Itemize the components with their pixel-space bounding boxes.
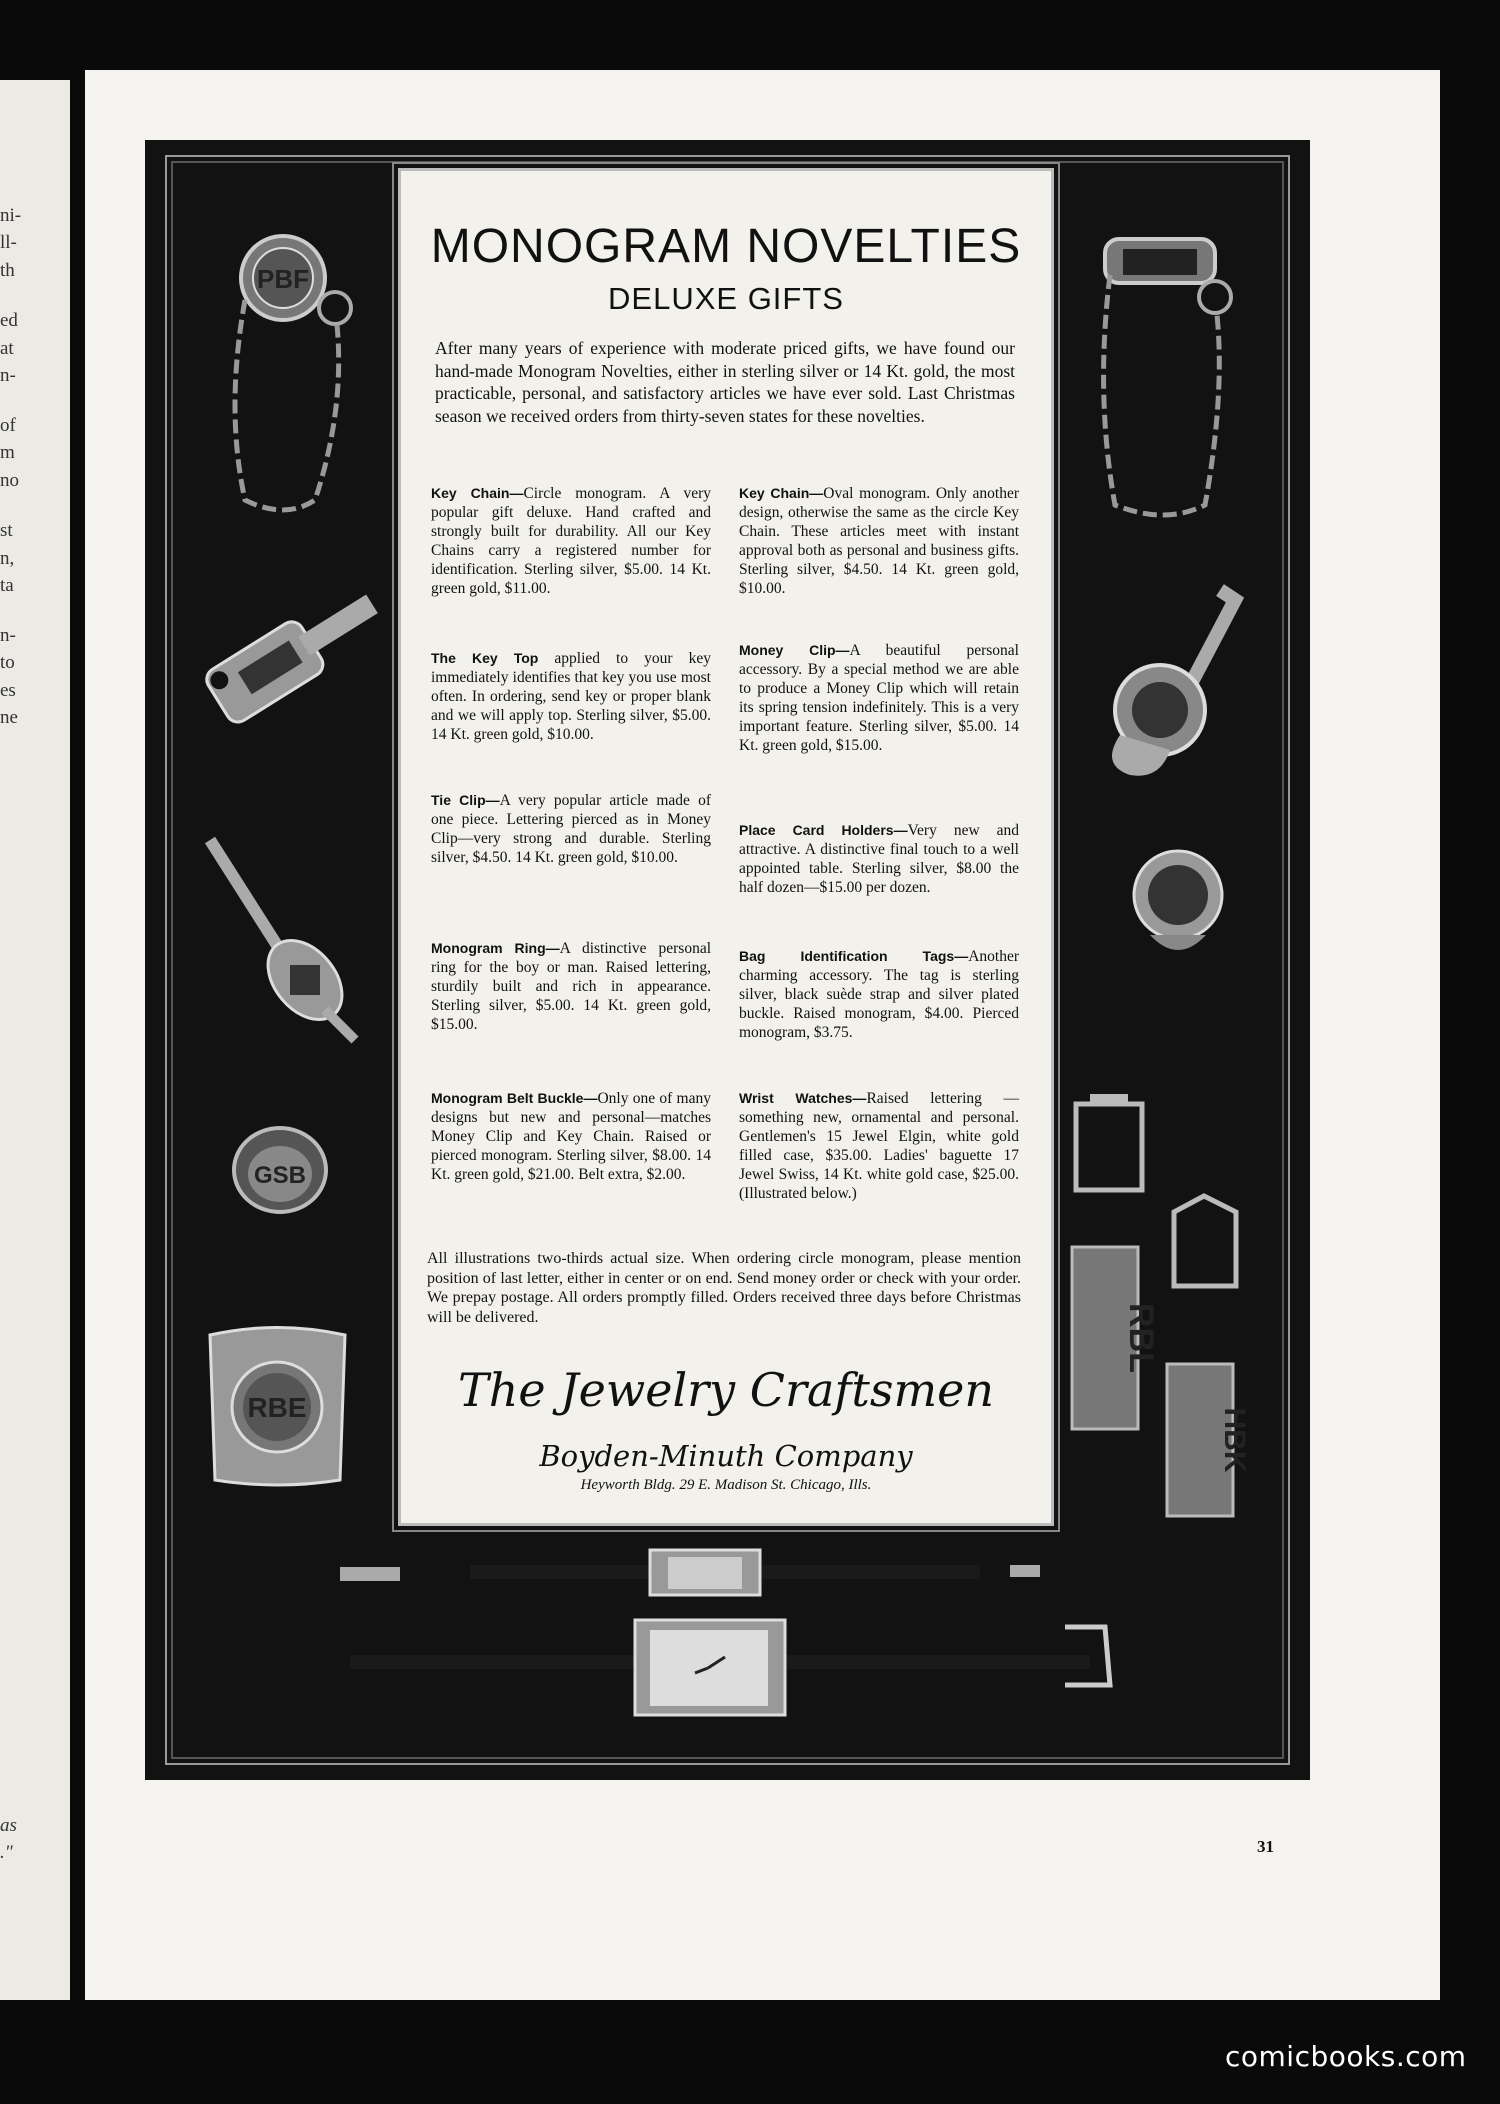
monogram-text: RBL xyxy=(1122,1303,1160,1373)
monogram-text: GSB xyxy=(253,1162,307,1189)
facing-page-text: of xyxy=(0,415,16,436)
product-description xyxy=(739,821,1019,897)
facing-page-text: as xyxy=(0,1815,17,1836)
monogram-text: RBE xyxy=(247,1392,307,1423)
product-text: Very new and attractive. A distinctive final touch to a well appointed table. Sterling silver, $8.00 the half dozen—$15.00 per dozen. xyxy=(739,822,1019,896)
product-description xyxy=(431,649,711,744)
ad-subtitle: DELUXE GIFTS xyxy=(608,281,844,316)
monogram-text: HBK xyxy=(1218,1407,1251,1473)
product-heading: The Key Top xyxy=(431,650,539,666)
facing-page-text: es xyxy=(0,680,16,701)
product-heading: Monogram Belt Buckle— xyxy=(431,1090,598,1106)
facing-page-text: ni- xyxy=(0,205,22,226)
watermark: comicbooks.com xyxy=(1225,2040,1467,2073)
tie-clip-illustration xyxy=(200,830,370,1050)
facing-page-text: n- xyxy=(0,625,16,646)
facing-page-edge xyxy=(0,80,70,2000)
facing-page-text: ta xyxy=(0,575,14,596)
company-name: Boyden-Minuth Company xyxy=(539,1439,913,1473)
company-address: Heyworth Bldg. 29 E. Madison St. Chicago, Ills. xyxy=(580,1477,872,1493)
wrist-watches-illustration xyxy=(330,1545,1150,1725)
key-chain-oval-illustration xyxy=(1095,235,1235,525)
product-description xyxy=(431,791,711,867)
facing-page-text: n, xyxy=(0,548,15,569)
product-description xyxy=(739,484,1019,598)
facing-page-text: m xyxy=(0,442,15,463)
product-heading: Monogram Ring— xyxy=(431,940,560,956)
facing-page-text: st xyxy=(0,520,13,541)
product-text: A very popular article made of one piece. Lettering pierced as in Money Clip—very strong and durable. Sterling silver, $4.50. 14 Kt. green gold, $10.00. xyxy=(431,792,711,866)
facing-page-text: no xyxy=(0,470,19,491)
page-number: 31 xyxy=(1257,1837,1274,1856)
company-signature: The Jewelry Craftsmen xyxy=(458,1363,994,1417)
product-heading: Money Clip— xyxy=(739,642,850,658)
monogram-text: PBF xyxy=(257,264,309,294)
product-heading: Place Card Holders— xyxy=(739,822,908,838)
product-text: applied to your key immediately identifies that key you use most often. In ordering, send key or proper blank and we will apply top. Sterling silver, $5.00. 14 Kt. green gold, $10.00. xyxy=(431,650,711,743)
facing-page-text: n- xyxy=(0,365,16,386)
product-text: Another charming accessory. The tag is sterling silver, black suède strap and silver plated buckle. Raised monogram, $4.00. Pierced monogram, $3.75. xyxy=(739,948,1019,1041)
facing-page-text: at xyxy=(0,338,14,359)
product-description xyxy=(739,1089,1019,1203)
product-description xyxy=(739,641,1019,755)
product-description xyxy=(431,1089,711,1184)
ad-ordering-notes: All illustrations two-thirds actual size. When ordering circle monogram, please mention position of last letter, either in center or on end. Send money order or check with your order. We prepay postage. All orders promptly filled. Orders received three days before Christmas will be delivered. xyxy=(427,1250,1021,1326)
place-card-holder-illustration xyxy=(1130,845,1230,965)
ad-copy-panel xyxy=(398,168,1054,1526)
money-clip-illustration xyxy=(1090,585,1240,785)
bag-tag-buckle-illustration xyxy=(1168,1192,1243,1292)
product-heading: Bag Identification Tags— xyxy=(739,948,969,964)
product-text: Only one of many designs but new and personal—matches Money Clip and Key Chain. Raised or pierced monogram. Sterling silver, $8.00. 14 Kt. green gold, $21.00. Belt extra, $2.00. xyxy=(431,1090,711,1183)
product-text: Raised lettering —something new, ornamental and personal. Gentlemen's 15 Jewel Elgin, white gold filled case, $35.00. Ladies' baguette 17 Jewel Swiss, 14 Kt. white gold case, $25.00. (Illustrated below.) xyxy=(739,1090,1019,1202)
product-description xyxy=(431,484,711,598)
facing-page-text: th xyxy=(0,260,15,281)
ad-intro: After many years of experience with moderate priced gifts, we have found our hand-made Monogram Novelties, either in sterling silver or 14 Kt. gold, the most practicable, personal, and satisfactory articles we have ever sold. Last Christmas season we received orders from thirty-seven states for these novelties. xyxy=(435,338,1015,426)
key-top-illustration xyxy=(205,615,355,805)
facing-page-text: ne xyxy=(0,707,18,728)
bag-tag-buckle-illustration xyxy=(1070,1090,1150,1200)
product-description xyxy=(739,947,1019,1042)
bag-tag-left-illustration xyxy=(1068,1243,1160,1433)
product-heading: Key Chain— xyxy=(431,485,524,501)
facing-page-text: ." xyxy=(0,1842,13,1863)
bag-tag-right-illustration xyxy=(1163,1360,1251,1520)
monogram-ring-illustration xyxy=(230,1120,330,1220)
product-text: Oval monogram. Only another design, otherwise the same as the circle Key Chain. These articles meet with instant approval both as personal and business gifts. Sterling silver, $4.50. 14 Kt. green gold, $10.00. xyxy=(739,485,1019,597)
facing-page-text: ll- xyxy=(0,232,17,253)
monogram-text: CKS xyxy=(1136,250,1184,275)
product-heading: Wrist Watches— xyxy=(739,1090,867,1106)
product-description xyxy=(431,939,711,1034)
product-text: A distinctive personal ring for the boy or man. Raised lettering, sturdily built and rich in appearance. Sterling silver, $5.00. 14 Kt. green gold, $15.00. xyxy=(431,940,711,1033)
ad-title: MONOGRAM NOVELTIES xyxy=(430,220,1022,273)
product-text: Circle monogram. A very popular gift deluxe. Hand crafted and strongly built for durability. All our Key Chains carry a registered number for identification. Sterling silver, $5.00. 14 Kt. green gold, $11.00. xyxy=(431,485,711,597)
facing-page-text: ed xyxy=(0,310,18,331)
key-chain-circle-illustration xyxy=(215,230,365,520)
product-text: A beautiful personal accessory. By a special method we are able to produce a Money Clip which will retain its spring tension indefinitely. This is a very important feature. Sterling silver, $5.00. 14 Kt. green gold, $15.00. xyxy=(739,642,1019,754)
product-heading: Key Chain— xyxy=(739,485,824,501)
facing-page-text: to xyxy=(0,652,15,673)
belt-buckle-illustration xyxy=(200,1325,355,1490)
product-heading: Tie Clip— xyxy=(431,792,500,808)
